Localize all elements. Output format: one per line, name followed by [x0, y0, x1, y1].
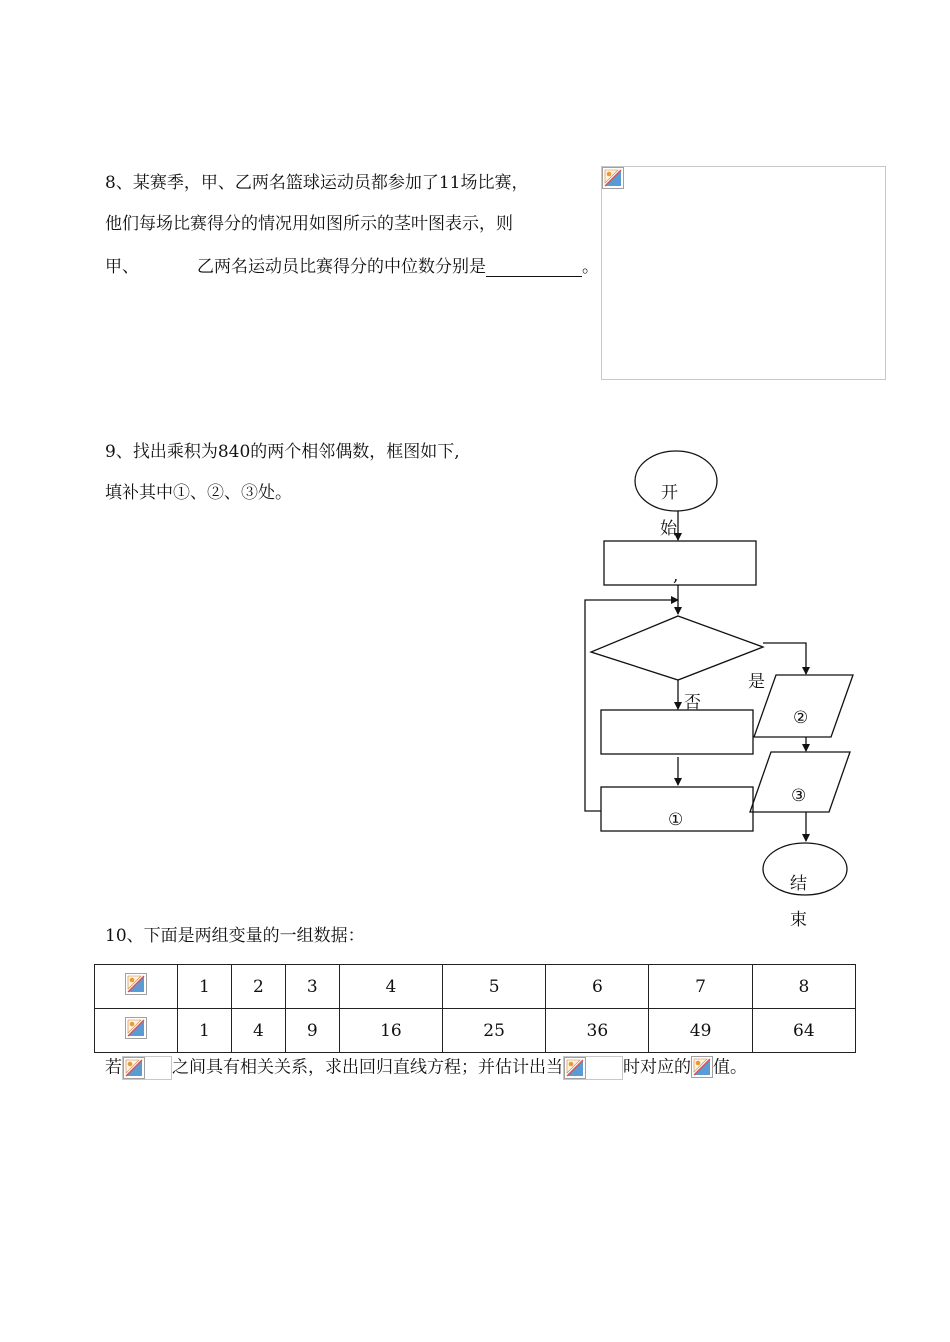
- table-cell: 49: [649, 1009, 752, 1053]
- init-box: [604, 541, 756, 585]
- q10-text-d: 值。: [713, 1057, 747, 1078]
- q10-question-line: [105, 1056, 747, 1080]
- yes-label: 是: [748, 672, 765, 692]
- end-label-2: 束: [790, 910, 807, 930]
- table-row: [95, 965, 856, 1009]
- loop-back-line: [585, 600, 678, 811]
- q8-line-3-end: 。: [582, 257, 599, 277]
- no-label: 否: [684, 693, 701, 713]
- broken-image-icon: [691, 1056, 713, 1078]
- table-cell: 2: [231, 965, 285, 1009]
- table-cell: 3: [285, 965, 339, 1009]
- step-1-label: ①: [668, 810, 684, 830]
- q8-line-2: 他们每场比赛得分的情况用如图所示的茎叶图表示，则: [105, 214, 513, 234]
- table-cell: 4: [231, 1009, 285, 1053]
- table-cell: 5: [443, 965, 546, 1009]
- table-cell: 4: [339, 965, 442, 1009]
- x-value-inline-image: [563, 1056, 623, 1080]
- table-cell: 36: [546, 1009, 649, 1053]
- row-header-y: [95, 1009, 178, 1053]
- table-cell: 1: [178, 1009, 232, 1053]
- decision-diamond: [591, 616, 763, 680]
- q9-line-1: 9、找出乘积为840的两个相邻偶数，框图如下,: [105, 442, 460, 462]
- table-cell: 6: [546, 965, 649, 1009]
- table-cell: 25: [443, 1009, 546, 1053]
- q10-intro: 10、下面是两组变量的一组数据：: [105, 926, 365, 946]
- row-header-x: [95, 965, 178, 1009]
- broken-image-icon: [564, 1057, 586, 1079]
- q8-line-3-part-b: 乙两名运动员比赛得分的中位数分别是: [197, 257, 486, 277]
- broken-image-icon: [125, 973, 147, 995]
- table-cell: 7: [649, 965, 752, 1009]
- q10-text-c: 时对应的: [623, 1057, 691, 1078]
- table-cell: 8: [752, 965, 855, 1009]
- table-cell: 1: [178, 965, 232, 1009]
- table-row: [95, 1009, 856, 1053]
- output-3-label: ③: [791, 786, 807, 806]
- process-box: [601, 710, 753, 754]
- table-cell: 16: [339, 1009, 442, 1053]
- table-cell: 64: [752, 1009, 855, 1053]
- y-inline-image: [691, 1056, 713, 1080]
- table-cell: 9: [285, 1009, 339, 1053]
- data-table: [94, 964, 856, 1053]
- end-label-1: 结: [790, 874, 807, 894]
- q8-line-1: 8、某赛季，甲、乙两名篮球运动员都参加了11场比赛，: [105, 173, 529, 193]
- broken-image-icon: [125, 1017, 147, 1039]
- xy-inline-image: [122, 1056, 172, 1080]
- q9-line-2: 填补其中①、②、③处。: [105, 483, 292, 503]
- q10-text-b: 之间具有相关关系，求出回归直线方程；并估计出当: [172, 1057, 563, 1078]
- q10-text-a: 若: [105, 1057, 122, 1078]
- broken-image-icon: [123, 1057, 145, 1079]
- output-2-label: ②: [793, 708, 809, 728]
- start-label-2: 始: [660, 519, 677, 539]
- start-label-1: 开: [661, 483, 678, 503]
- init-box-comma: ,: [673, 566, 679, 586]
- q8-line-3-part-a: 甲、: [105, 257, 139, 277]
